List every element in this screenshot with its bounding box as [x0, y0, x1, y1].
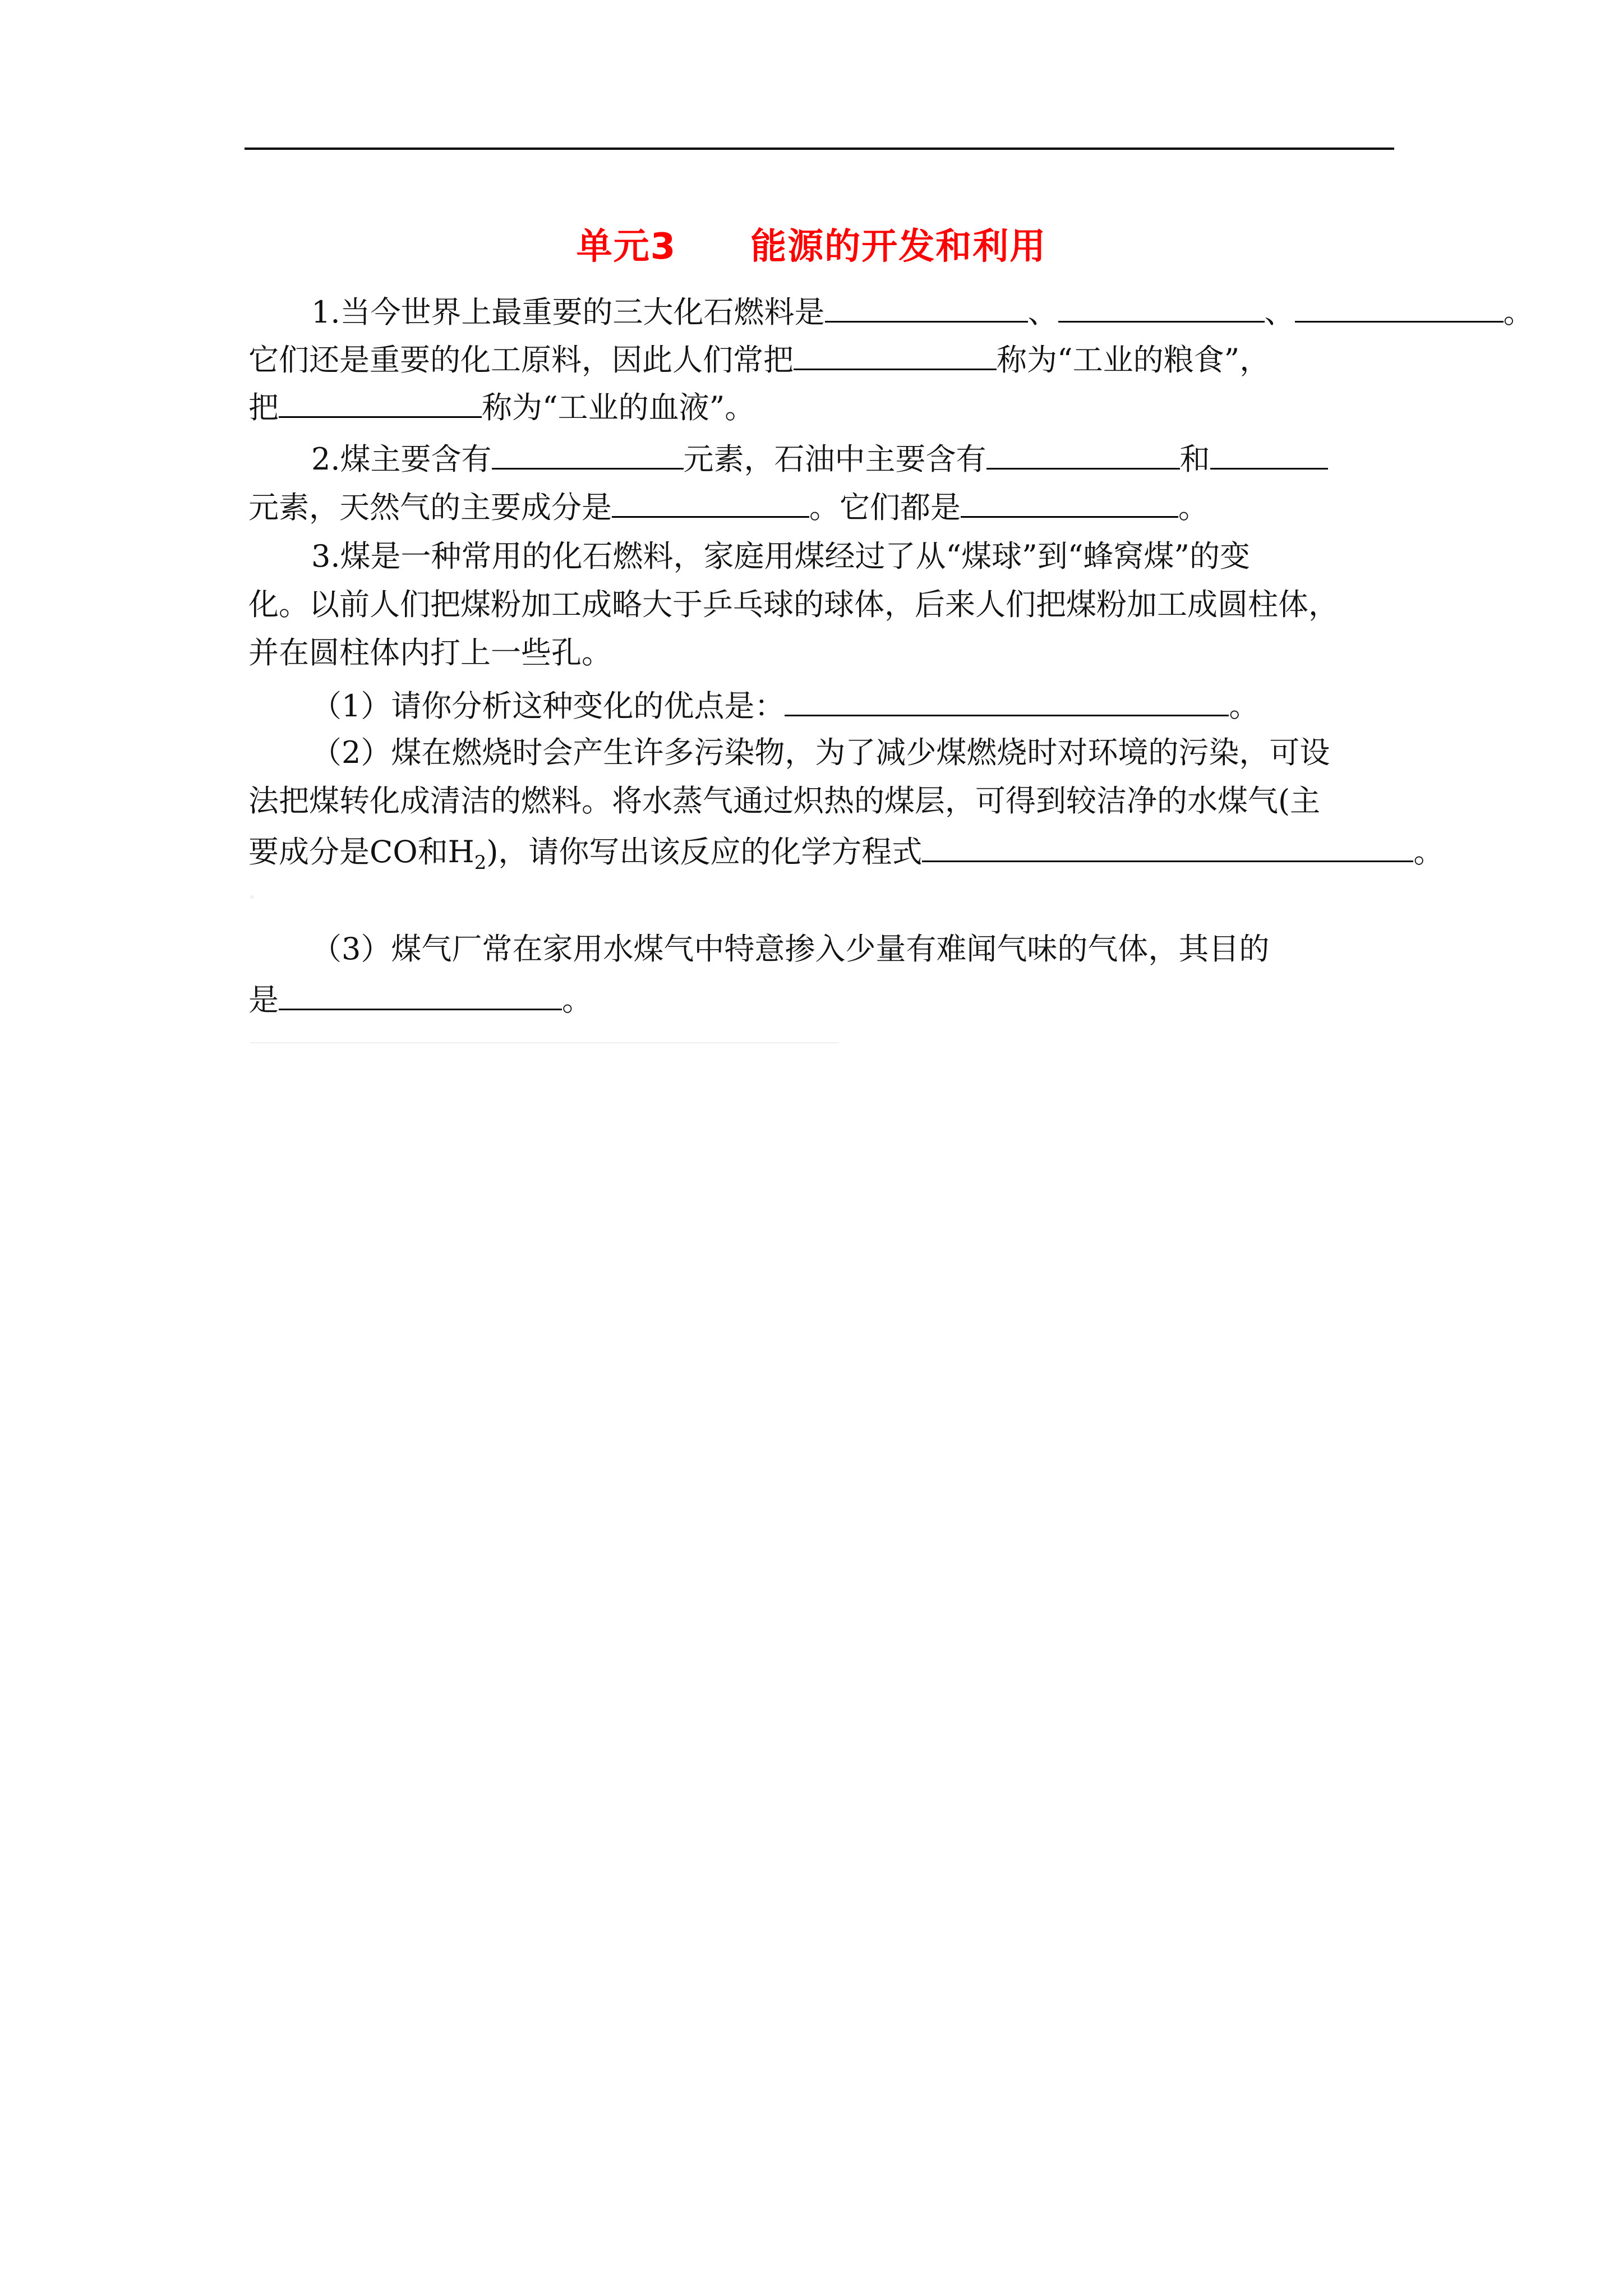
- period: 。: [1503, 295, 1534, 330]
- q2-line-2: [248, 487, 1209, 526]
- q2-line-1: [311, 439, 1328, 477]
- q1-text: 1.当今世界上最重要的三大化石燃料是: [311, 295, 825, 330]
- q1-text: 它们还是重要的化工原料，因此人们常把: [248, 342, 794, 378]
- subscript: 2: [474, 851, 487, 874]
- q2-text: 和: [1179, 441, 1210, 477]
- q3-sub2-line-2: 法把煤转化成清洁的燃料。将水蒸气通过炽热的煤层，可得到较洁净的水煤气(主: [248, 783, 1321, 818]
- q1-blank-2[interactable]: [1058, 292, 1265, 323]
- q3-sub2-line-1: （2）煤在燃烧时会产生许多污染物，为了减少煤燃烧时对环境的污染，可设: [311, 735, 1330, 770]
- q3-sub3-text: 是: [248, 982, 279, 1018]
- q3-sub1-blank[interactable]: [785, 685, 1229, 716]
- q2-blank-4[interactable]: [612, 487, 809, 518]
- q3-line-3: 并在圆柱体内打上一些孔。: [248, 635, 612, 670]
- page-title: 单元3 能源的开发和利用: [576, 226, 1047, 268]
- q1-text: 称为“工业的粮食”，: [997, 342, 1270, 378]
- q1-text: 把: [248, 390, 279, 425]
- q3-line-2: 化。以前人们把煤粉加工成略大于乒乓球的球体，后来人们把煤粉加工成圆柱体，: [248, 587, 1339, 622]
- q3-sub1: [311, 685, 1259, 724]
- q3-sub3-line-1: （3）煤气厂常在家用水煤气中特意掺入少量有难闻气味的气体，其目的: [311, 931, 1270, 967]
- q3-sub2-blank[interactable]: [922, 831, 1413, 862]
- q3-sub3-blank[interactable]: [279, 979, 562, 1010]
- q2-blank-2[interactable]: [986, 439, 1180, 470]
- q2-text: 2.煤主要含有: [311, 441, 492, 477]
- scan-mark: [250, 895, 253, 899]
- q1-text: 称为“工业的血液”。: [482, 390, 755, 425]
- period: 。: [562, 982, 592, 1018]
- q1-line-3: [248, 387, 755, 426]
- q1-line-2: [248, 339, 1270, 378]
- q3-line-1: 3.煤是一种常用的化石燃料，家庭用煤经过了从“煤球”到“蜂窝煤”的变: [311, 539, 1250, 574]
- period: 。: [1229, 688, 1260, 724]
- q3-sub2-text: )，请你写出该反应的化学方程式: [486, 834, 923, 869]
- q3-sub2-line-3: [248, 831, 1444, 881]
- q2-blank-1[interactable]: [492, 439, 684, 470]
- period: 。: [1178, 490, 1209, 525]
- q2-blank-3[interactable]: [1210, 439, 1328, 470]
- footer-faint-rule: [250, 1042, 839, 1043]
- q2-blank-5[interactable]: [961, 487, 1178, 518]
- period: 。: [1413, 834, 1444, 869]
- q1-blank-1[interactable]: [825, 292, 1028, 323]
- separator: 、: [1027, 295, 1058, 330]
- q3-sub2-text: 要成分是CO和H: [248, 834, 474, 869]
- q1-blank-4[interactable]: [794, 339, 997, 370]
- q2-text: 元素，天然气的主要成分是: [248, 490, 612, 525]
- q2-text: 元素，石油中主要含有: [683, 441, 986, 477]
- q3-sub3-line-2: [248, 979, 592, 1018]
- q1-blank-3[interactable]: [1295, 292, 1504, 323]
- header-rule: [245, 148, 1394, 150]
- q1-blank-5[interactable]: [279, 387, 482, 418]
- separator: 、: [1264, 295, 1295, 330]
- q1-line-1: [311, 292, 1534, 330]
- q2-text: 。它们都是: [809, 490, 961, 525]
- q3-sub1-text: （1）请你分析这种变化的优点是：: [311, 688, 785, 724]
